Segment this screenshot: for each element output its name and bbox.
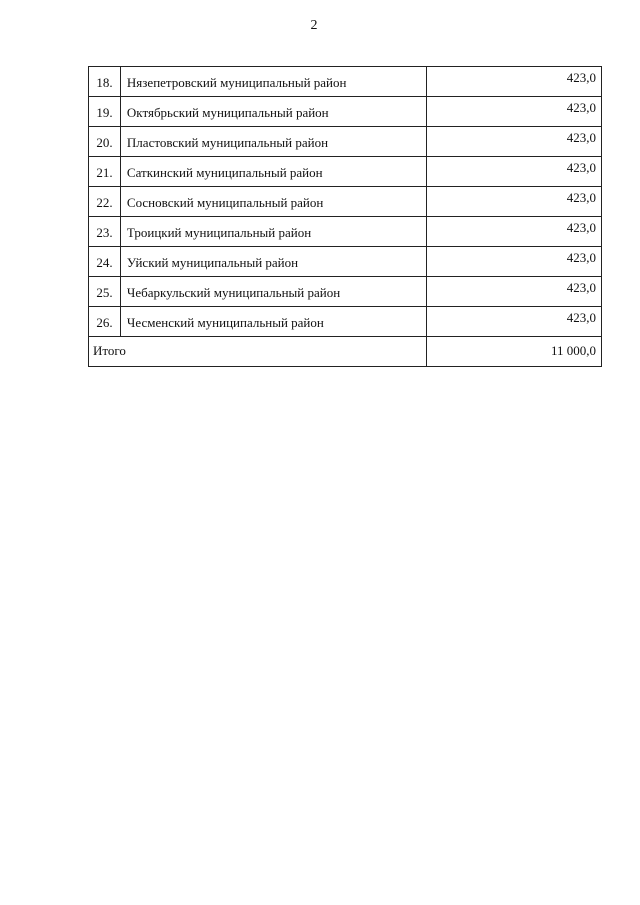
- allocation-amount: 423,0: [426, 307, 601, 337]
- row-number: 21.: [89, 157, 121, 187]
- allocation-amount: 423,0: [426, 277, 601, 307]
- row-number: 25.: [89, 277, 121, 307]
- table-row: [89, 217, 602, 247]
- row-number: 22.: [89, 187, 121, 217]
- row-number: 18.: [89, 67, 121, 97]
- total-row: [89, 337, 602, 367]
- allocation-amount: 423,0: [426, 127, 601, 157]
- district-name: Сосновский муниципальный район: [120, 187, 426, 217]
- district-name: Нязепетровский муниципальный район: [120, 67, 426, 97]
- district-name: Троицкий муниципальный район: [120, 217, 426, 247]
- allocation-table-body: [89, 67, 602, 367]
- table-row: [89, 157, 602, 187]
- district-name: Чебаркульский муниципальный район: [120, 277, 426, 307]
- allocation-amount: 423,0: [426, 97, 601, 127]
- allocation-amount: 423,0: [426, 157, 601, 187]
- table-row: [89, 307, 602, 337]
- district-name: Саткинский муниципальный район: [120, 157, 426, 187]
- district-name: Уйский муниципальный район: [120, 247, 426, 277]
- table-row: [89, 67, 602, 97]
- district-name: Октябрьский муниципальный район: [120, 97, 426, 127]
- total-label: Итого: [89, 337, 427, 367]
- row-number: 26.: [89, 307, 121, 337]
- row-number: 20.: [89, 127, 121, 157]
- allocation-table: [88, 66, 602, 367]
- table-row: [89, 97, 602, 127]
- district-name: Пластовский муниципальный район: [120, 127, 426, 157]
- page-number: 2: [310, 18, 318, 33]
- table-row: [89, 187, 602, 217]
- allocation-amount: 423,0: [426, 247, 601, 277]
- row-number: 24.: [89, 247, 121, 277]
- table-row: [89, 277, 602, 307]
- allocation-amount: 423,0: [426, 187, 601, 217]
- table-row: [89, 127, 602, 157]
- row-number: 23.: [89, 217, 121, 247]
- row-number: 19.: [89, 97, 121, 127]
- district-name: Чесменский муниципальный район: [120, 307, 426, 337]
- allocation-amount: 423,0: [426, 217, 601, 247]
- total-amount: 11 000,0: [426, 337, 601, 367]
- table-row: [89, 247, 602, 277]
- allocation-amount: 423,0: [426, 67, 601, 97]
